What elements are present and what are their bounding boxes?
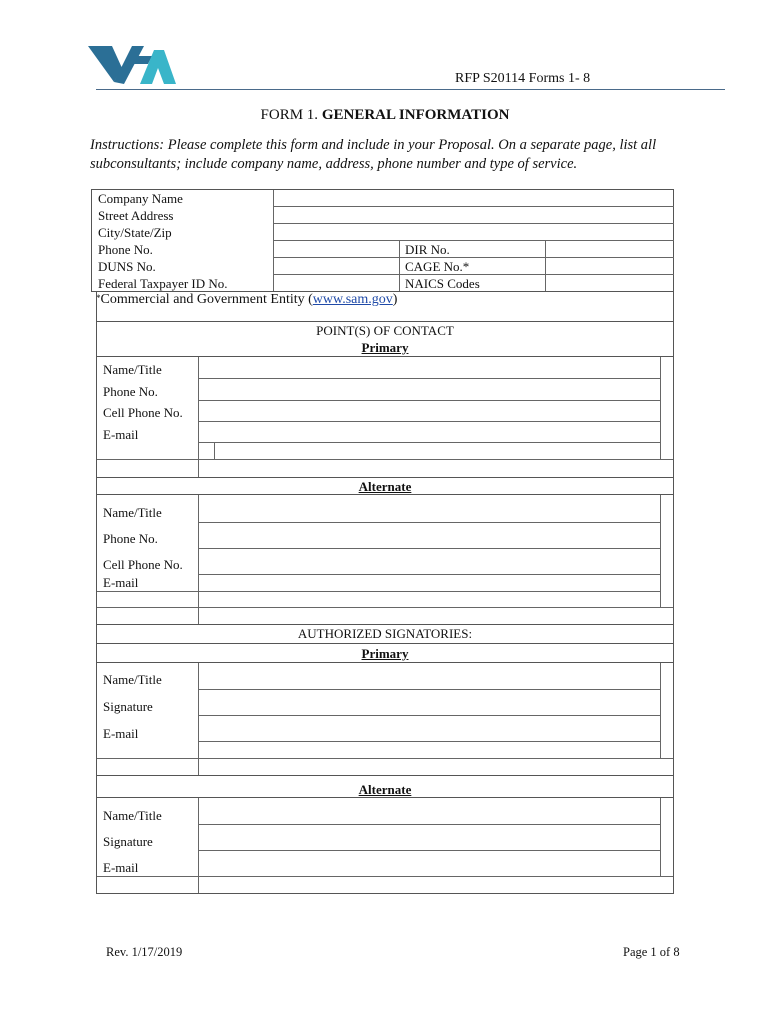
signatory-alternate-name-title-label: Name/Title — [103, 808, 162, 823]
federal-taxpayer-id-label: Federal Taxpayer ID No. — [98, 276, 228, 291]
signatory-alternate-name-title-field[interactable] — [199, 798, 660, 823]
contacts-alternate-header — [96, 477, 674, 495]
signatory-alternate-email-label: E-mail — [103, 860, 139, 875]
cage-no-field[interactable] — [545, 258, 673, 273]
header-rule — [96, 89, 725, 90]
contact-alternate-cell-label: Cell Phone No. — [103, 557, 183, 572]
signatory-primary-signature-field[interactable] — [199, 690, 660, 715]
signatories-primary-heading: Primary — [361, 646, 409, 661]
contact-alternate-cell-field[interactable] — [199, 549, 660, 574]
company-name-label: Company Name — [98, 191, 183, 206]
contact-alternate-name-title-field[interactable] — [199, 495, 660, 521]
naics-codes-label: NAICS Codes — [405, 276, 480, 291]
contact-primary-email-field[interactable] — [199, 422, 660, 442]
instructions: Instructions: Please complete this form and include in your Proposal. On a separate page, list all subconsultants; include company name, address, phone number and type of service. — [90, 137, 657, 172]
signatory-primary-email-field[interactable] — [199, 716, 660, 741]
naics-codes-field[interactable] — [545, 275, 673, 290]
alternate-contact-table — [96, 494, 674, 625]
signatory-alternate-signature-label: Signature — [103, 834, 153, 849]
contact-primary-phone-field[interactable] — [199, 379, 660, 399]
signatory-primary-name-title-field[interactable] — [199, 663, 660, 688]
contact-primary-cell-label: Cell Phone No. — [103, 405, 183, 420]
signatory-primary-name-title-label: Name/Title — [103, 672, 162, 687]
city-state-zip-field[interactable] — [273, 224, 673, 239]
signatories-alternate-heading: Alternate — [358, 782, 412, 797]
contacts-header — [96, 321, 674, 357]
street-address-label: Street Address — [98, 208, 174, 223]
revision-date: Rev. 1/17/2019 — [106, 945, 183, 959]
contact-alternate-phone-label: Phone No. — [103, 531, 158, 546]
contact-primary-name-title-field[interactable] — [199, 357, 660, 377]
contact-primary-cell-field[interactable] — [199, 401, 660, 421]
sam-gov-link[interactable]: www.sam.gov — [312, 292, 393, 307]
company-name-field[interactable] — [273, 190, 673, 205]
federal-taxpayer-id-field[interactable] — [273, 275, 398, 290]
contacts-alternate-heading: Alternate — [358, 479, 412, 494]
contacts-primary-heading: Primary — [361, 340, 409, 355]
contact-alternate-name-title-label: Name/Title — [103, 505, 162, 520]
cage-note-row — [96, 292, 674, 322]
phone-no-field[interactable] — [273, 241, 398, 256]
dir-no-field[interactable] — [545, 241, 673, 256]
cage-no-label: CAGE No.* — [405, 259, 470, 274]
contact-primary-email-label: E-mail — [103, 427, 139, 442]
contact-alternate-email-label: E-mail — [103, 575, 139, 590]
contact-alternate-email-field[interactable] — [199, 575, 660, 591]
primary-contact-table — [96, 356, 674, 478]
contact-primary-name-title-label: Name/Title — [103, 362, 162, 377]
signatories-header — [96, 624, 674, 644]
contact-alternate-phone-field[interactable] — [199, 523, 660, 548]
signatory-primary-signature-label: Signature — [103, 699, 153, 714]
signatory-alternate-signature-field[interactable] — [199, 825, 660, 850]
page-number: Page 1 of 8 — [623, 945, 680, 959]
city-state-zip-label: City/State/Zip — [98, 225, 172, 240]
vta-logo — [88, 44, 176, 86]
primary-signatory-table — [96, 662, 674, 776]
signatory-alternate-email-field[interactable] — [199, 851, 660, 876]
signatories-primary-header — [96, 643, 674, 663]
signatories-alternate-header — [96, 775, 674, 798]
contacts-section-title: POINT(S) OF CONTACT — [316, 323, 454, 338]
signatory-primary-email-label: E-mail — [103, 726, 139, 741]
dir-no-label: DIR No. — [405, 242, 450, 257]
duns-no-field[interactable] — [273, 258, 398, 273]
form-title: FORM 1. GENERAL INFORMATION — [260, 107, 510, 123]
alternate-signatory-table — [96, 797, 674, 894]
cage-footnote: *Commercial and Government Entity (www.sam.gov) — [96, 292, 398, 307]
document-reference: RFP S20114 Forms 1- 8 — [455, 71, 591, 86]
street-address-field[interactable] — [273, 207, 673, 222]
phone-no-label: Phone No. — [98, 242, 153, 257]
contact-primary-phone-label: Phone No. — [103, 384, 158, 399]
signatories-section-title: AUTHORIZED SIGNATORIES: — [297, 626, 473, 641]
duns-no-label: DUNS No. — [98, 259, 156, 274]
